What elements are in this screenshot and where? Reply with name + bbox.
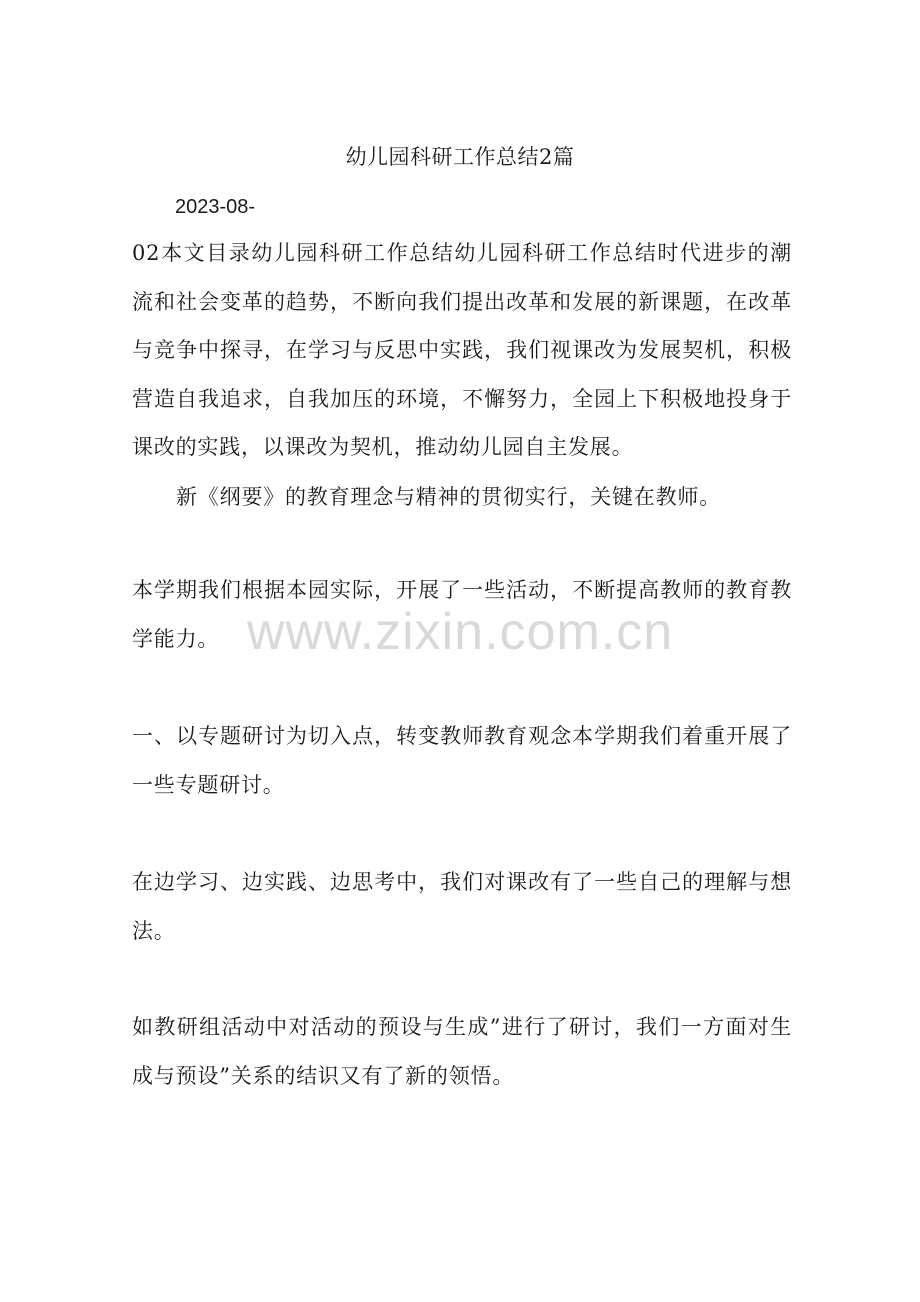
paragraph-2: 新《纲要》的教育理念与精神的贯彻实行，关键在教师。 bbox=[176, 485, 721, 509]
paragraph-6: 如教研组活动中对活动的预设与生成”进行了研讨，我们一方面对生成与预设”关系的结识又有了新的领悟。 bbox=[132, 1015, 792, 1088]
paragraph-1: 02本文目录幼儿园科研工作总结幼儿园科研工作总结时代进步的潮流和社会变革的趋势，不断向我们提出改革和发展的新课题，在改革与竞争中探寻，在学习与反思中实践，我们视课改为发展契机，积极营造自我追求，自我加压的环境，不懈努力，全园上下积极地投身于课改的实践，以课改为契机，推动幼儿园自主发展。 bbox=[132, 241, 792, 459]
paragraph-5: 在边学习、边实践、边思考中，我们对课改有了一些自己的理解与想法。 bbox=[132, 870, 792, 943]
paragraph-4: 一、以专题研讨为切入点，转变教师教育观念本学期我们着重开展了一些专题研讨。 bbox=[132, 724, 792, 797]
document-title: 幼儿园科研工作总结2篇 bbox=[345, 145, 575, 169]
paragraph-3: 本学期我们根据本园实际，开展了一些活动，不断提高教师的教育教学能力。 bbox=[132, 578, 792, 651]
document-date: 2023-08- bbox=[175, 196, 256, 218]
watermark: www.zixin.com.cn bbox=[246, 603, 674, 661]
